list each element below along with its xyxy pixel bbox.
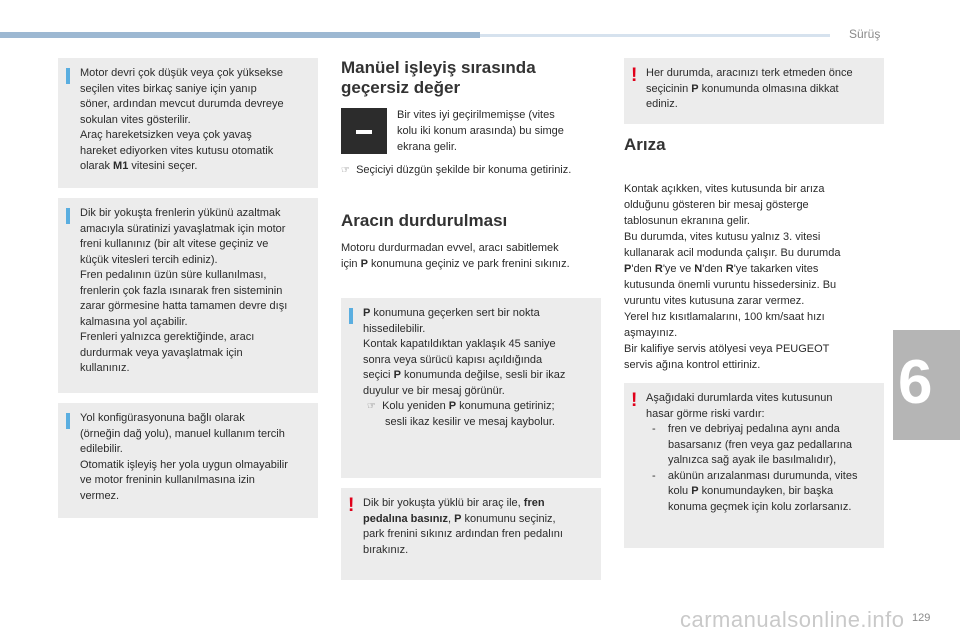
warning-icon: !	[631, 65, 638, 86]
dash-bullet: -	[652, 423, 656, 435]
info-box-road-config: Yol konfigürasyonuna bağlı olarak (örneğin dağ yolu), manuel kullanım tercih edilebilir. Otomatik işleyiş her yola uygun olmayabilir ve motor freninin kullanılmasına izin vermez.	[58, 403, 318, 518]
heading-malfunction: Arıza	[624, 135, 666, 154]
info-box-engine-speed: Motor devri çok düşük veya çok yüksekse seçilen vites birkaç saniye için yanıp söner, ardından mevcut durumda devreye sokulan vites gösterilir. Araç hareketsizken veya çok yavaş hareket ediyorken vites kutusu otomatik olarak M1 vitesini seçer.	[58, 58, 318, 188]
info-box-engine-brake: Dik bir yokuşta frenlerin yükünü azaltmak amacıyla süratinizi yavaşlatmak için motor freni kullanınız (bir alt vitese geçiniz ve küçük vitesleri tercih ediniz). Fren pedalının üzün süre kullanılması, frenlerin çok fazla ısınarak fren sisteminin zarar görmesine hatta tamamen devre dışı kalmasına yol açabilir. Frenleri yalnızca gerektiğinde, aracı durdurmak veya yavaşlatmak için kullanınız.	[58, 198, 318, 393]
warning-box-damage-risk: ! Aşağıdaki durumlarda vites kutusunun hasar görme riski vardır: - fren ve debriyaj pedalına aynı anda basarsanız (fren veya gaz pedallarına yalnızca sağ ayak ile basılmalıdır), - akünün arızalanması durumunda, vites kolu P konumundayken, bir başka konuma geçmek için kolu zorlarsanız.	[624, 383, 884, 548]
header-rule-light	[480, 34, 830, 37]
info-box-park-position: P konumuna geçerken sert bir nokta hissedilebilir. Kontak kapatıldıktan yaklaşık 45 saniye sonra veya sürücü kapısı açıldığında seçici P konumunda değilse, sesli bir ikaz duyulur ve bir mesaj görünür. ☞ Kolu yeniden P konumuna getiriniz; sesli ikaz kesilir ve mesaj kaybolur.	[341, 298, 601, 478]
chapter-number: 6	[898, 348, 933, 417]
gear-invalid-icon	[341, 108, 387, 154]
warning-box-slope: ! Dik bir yokuşta yüklü bir araç ile, fren pedalına basınız, P konumunu seçiniz, park frenini sıkınız ardından fren pedalını bırakınız.	[341, 488, 601, 580]
malfunction-paragraph: Kontak açıkken, vites kutusunda bir arıza olduğunu gösteren bir mesaj gösterge tablosunun ekranına gelir. Bu durumda, vites kutusu yalnız 3. vitesi kullanarak acil modunda çalışır. Bu durumda P'den R'ye ve N'den R'ye takarken vites kutusunda önemli vuruntu hissedersiniz. Bu vuruntu vites kutusuna zarar vermez. Yerel hız kısıtlamalarını, 100 km/saat hızı aşmayınız. Bir kalifiye servis atölyesi veya PEUGEOT servis ağına kontrol ettiriniz.	[624, 183, 841, 371]
arrow-bullet-icon: ☞	[341, 165, 350, 176]
info-bar-icon	[66, 68, 70, 84]
icon-description: Bir vites iyi geçirilmemişse (vites kolu iki konum arasında) bu simge ekrana gelir.	[397, 109, 564, 153]
warning-icon: !	[631, 390, 638, 411]
dash-icon	[356, 130, 372, 134]
watermark: carmanualsonline.info	[680, 607, 905, 632]
dash-bullet: -	[652, 469, 656, 482]
heading-stopping: Aracın durdurulması	[341, 211, 508, 230]
page-number: 129	[912, 612, 931, 624]
info-bar-icon	[66, 413, 70, 429]
info-bar-icon	[349, 308, 353, 324]
stopping-paragraph: Motoru durdurmadan evvel, aracı sabitlemek için P konumuna geçiniz ve park frenini sıkınız.	[341, 242, 570, 270]
warning-icon: !	[348, 495, 355, 516]
section-title: Sürüş	[849, 27, 881, 41]
warning-box-leave-vehicle: ! Her durumda, aracınızı terk etmeden önce seçicinin P konumunda olmasına dikkat ediniz.	[624, 58, 884, 124]
header-rule	[0, 32, 480, 38]
bullet-select-position: ☞ Seçiciyi düzgün şekilde bir konuma getiriniz.	[341, 164, 572, 176]
heading-invalid-value: Manüel işleyiş sırasında geçersiz değer	[341, 58, 536, 97]
arrow-bullet-icon: ☞	[367, 401, 376, 412]
info-bar-icon	[66, 208, 70, 224]
